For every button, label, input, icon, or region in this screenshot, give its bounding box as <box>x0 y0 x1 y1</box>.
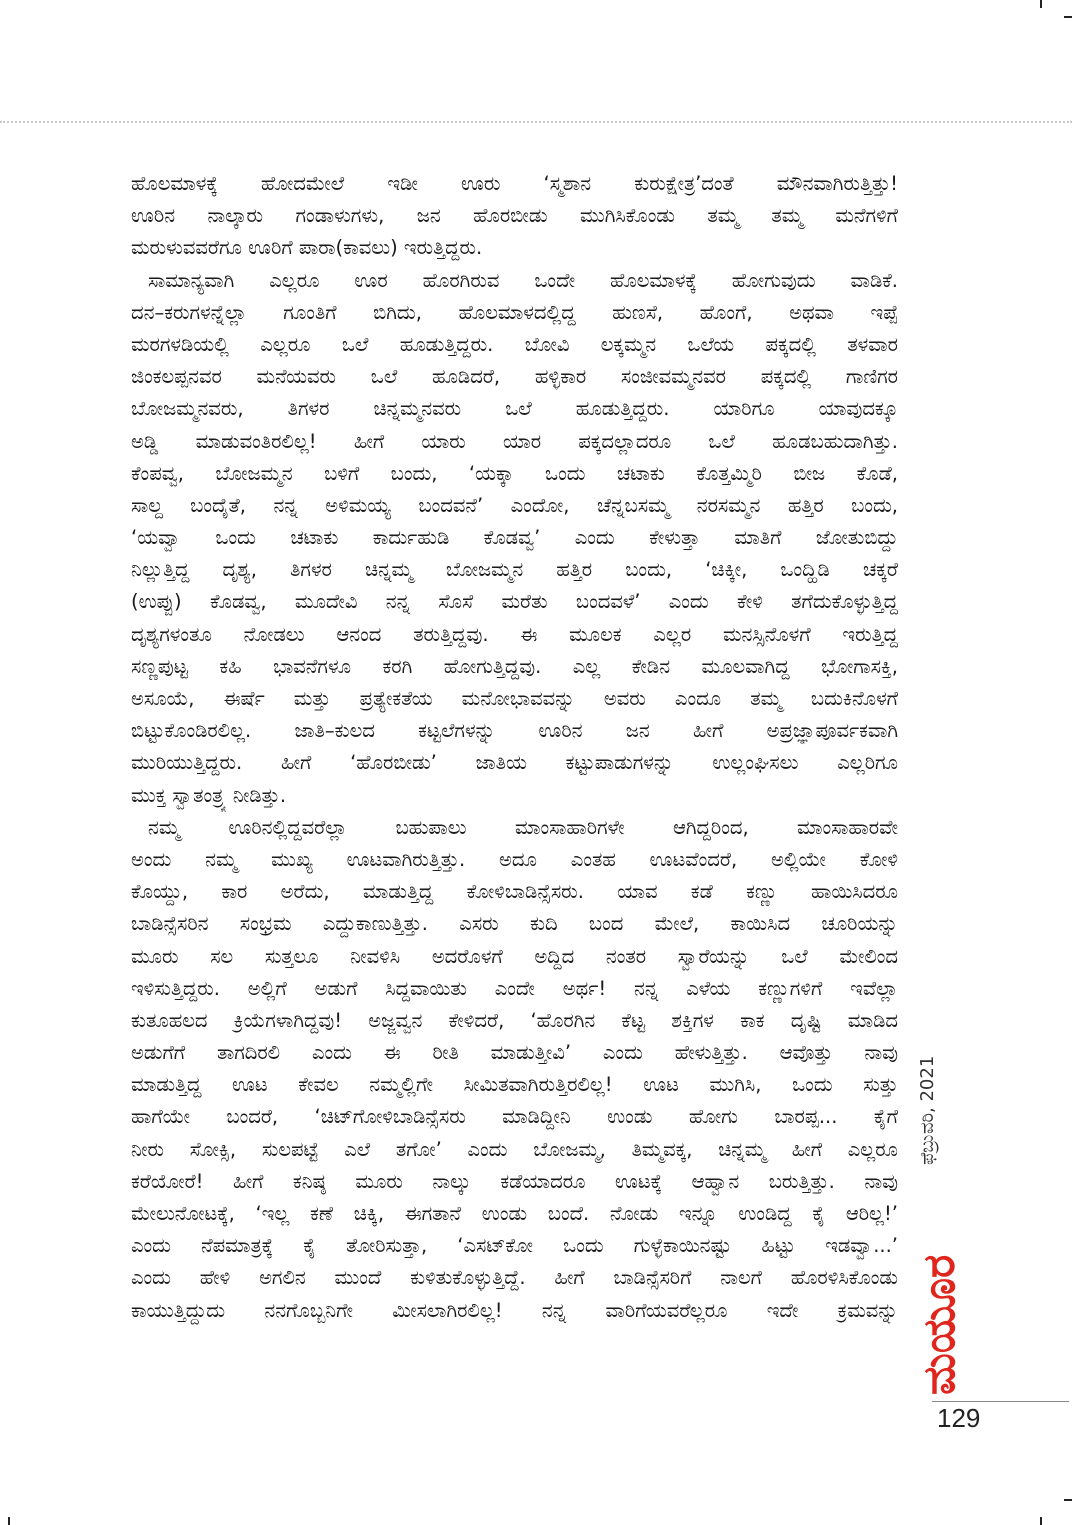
text-line: ಸಾಮಾನ್ಯವಾಗಿ ಎಲ್ಲರೂ ಊರ ಹೊರಗಿರುವ ಒಂದೇ ಹೊಲಮಾಳಕ್ಕೆ ಹೋಗುವುದು ವಾಡಿಕೆ. <box>148 268 898 292</box>
header-dotted-rule <box>0 121 1072 123</box>
text-line: ನಮ್ಮ ಊರಿನಲ್ಲಿದ್ದವರೆಲ್ಲಾ ಬಹುಪಾಲು ಮಾಂಸಾಹಾರಿಗಳೇ ಆಗಿದ್ದರಿಂದ, ಮಾಂಸಾಹಾರವೇ <box>148 815 898 839</box>
text-line: ಕರೆಯೋರೆ! ಹೀಗೆ ಕನಿಷ್ಠ ಮೂರು ನಾಲ್ಕು ಕಡೆಯಾದರೂ ಊಟಕ್ಕೆ ಆಹ್ವಾನ ಬರುತ್ತಿತ್ತು. ನಾವು <box>131 1169 898 1193</box>
text-line: ಮಾಡುತ್ತಿದ್ದ ಊಟ ಕೇವಲ ನಮ್ಮಲ್ಲಿಗೇ ಸೀಮಿತವಾಗಿರುತ್ತಿರಲಿಲ್ಲ! ಊಟ ಮುಗಿಸಿ, ಒಂದು ಸುತ್ತು <box>131 1073 898 1097</box>
text-line: ಮುಕ್ತ ಸ್ವಾತಂತ್ರ್ಯ ನೀಡಿತ್ತು. <box>131 783 287 807</box>
crop-mark <box>1040 0 1042 8</box>
text-line: ಮರುಳುವವರೆಗೂ ಊರಿಗೆ ಪಾರಾ(ಕಾವಲು) ಇರುತ್ತಿದ್ದರು. <box>131 236 483 260</box>
text-line: ಹೊಲಮಾಳಕ್ಕೆ ಹೋದಮೇಲೆ ಇಡೀ ಊರು ‘ಸ್ಮಶಾನ ಕುರುಕ್ಷೇತ್ರ’ದಂತೆ ಮೌನವಾಗಿರುತ್ತಿತ್ತು! <box>131 172 898 195</box>
crop-mark <box>1064 1499 1072 1501</box>
text-line: ಅಸೂಯೆ, ಈರ್ಷೆ ಮತ್ತು ಪ್ರತ್ಯೇಕತೆಯ ಮನೋಭಾವವನ್ನು ಅವರು ಎಂದೂ ತಮ್ಮ ಬದುಕಿನೊಳಗೆ <box>131 687 898 710</box>
text-line: ಬಿಟ್ಟುಕೊಂಡಿರಲಿಲ್ಲ. ಜಾತಿ–ಕುಲದ ಕಟ್ಟಲೆಗಳನ್ನು ಊರಿನ ಜನ ಹೀಗೆ ಅಪ್ರಜ್ಞಾಪೂರ್ವಕವಾಗಿ <box>131 719 898 743</box>
text-line: ಅಂದು ನಮ್ಮ ಮುಖ್ಯ ಊಟವಾಗಿರುತ್ತಿತ್ತು. ಅದೂ ಎಂತಹ ಊಟವೆಂದರೆ, ಅಲ್ಲಿಯೇ ಕೋಳಿ <box>131 847 898 871</box>
text-line: ಕೆಂಪವ್ವ, ಬೋಜಮ್ಮನ ಬಳಿಗೆ ಬಂದು, ‘ಯಕ್ಕಾ ಒಂದು ಚಟಾಕು ಕೊತ್ತಮ್ಮಿರಿ ಬೀಜ ಕೊಡೆ, <box>131 461 898 485</box>
issue-date: ಫೆಬ್ರುವರಿ, 2021 <box>917 1055 938 1165</box>
text-line: ಮರಗಳಡಿಯಲ್ಲಿ ಎಲ್ಲರೂ ಒಲೆ ಹೂಡುತ್ತಿದ್ದರು. ಬೋವಿ ಲಕ್ಕಮ್ಮನ ಒಲೆಯ ಪಕ್ಕದಲ್ಲಿ ತಳವಾರ <box>131 332 898 356</box>
article-body <box>131 168 898 1327</box>
text-line: ಎಂದು ಹೇಳಿ ಅಗಲಿನ ಮುಂದೆ ಕುಳಿತುಕೊಳ್ಳುತ್ತಿದ್ದೆ. ಹೀಗೆ ಬಾಡಿನ್ಸೆಸರಿಗೆ ನಾಲಗೆ ಹೊರಳಿಸಿಕೊಂಡು <box>131 1266 898 1290</box>
text-line: ಹಾಗೆಯೇ ಬಂದರೆ, ‘ಚಿಟ್‌ಗೋಳಿಬಾಡಿನ್ಸೆಸರು ಮಾಡಿದ್ದೀನಿ ಉಂಡು ಹೋಗು ಬಾರಪ್ಪ... ಕೈಗೆ <box>131 1105 898 1129</box>
text-line: ಕುತೂಹಲದ ಕ್ರಿಯೆಗಳಾಗಿದ್ದವು! ಅಜ್ಜವ್ವನ ಕೇಳಿದರೆ, ‘ಹೊರಗಿನ ಕೆಟ್ಟ ಶಕ್ತಿಗಳ ಕಾಕ ದೃಷ್ಟಿ ಮಾಡಿದ <box>131 1008 898 1032</box>
page-number: 129 <box>937 1403 981 1433</box>
text-line: (ಉಪ್ಪು) ಕೊಡವ್ವ, ಮೂದೇವಿ ನನ್ನ ಸೊಸೆ ಮರೆತು ಬಂದವಳೆ’ ಎಂದು ಕೇಳಿ ತಗೆದುಕೊಳ್ಳುತ್ತಿದ್ದ <box>131 590 898 614</box>
text-line: ಎಂದು ನೆಪಮಾತ್ರಕ್ಕೆ ಕೈ ತೋರಿಸುತ್ತಾ, ‘ಎಸಟ್‌ಕೋ ಒಂದು ಗುಳ್ಳೆಕಾಯಿನಷ್ಟು ಹಿಟ್ಟು ಇಡವ್ವಾ...’ <box>131 1234 898 1258</box>
text-line: ಮುರಿಯುತ್ತಿದ್ದರು. ಹೀಗೆ ‘ಹೊರಬೀಡು’ ಜಾತಿಯ ಕಟ್ಟುಪಾಡುಗಳನ್ನು ಉಲ್ಲಂಘಿಸಲು ಎಲ್ಲರಿಗೂ <box>131 751 898 775</box>
page-number-rule <box>932 1401 1069 1402</box>
text-line: ಇಳಿಸುತ್ತಿದ್ದರು. ಅಲ್ಲಿಗೆ ಅಡುಗೆ ಸಿದ್ದವಾಯಿತು ಎಂದೇ ಅರ್ಥ! ನನ್ನ ಎಳೆಯ ಕಣ್ಣುಗಳಿಗೆ ಇವೆಲ್ಲಾ <box>131 976 898 1000</box>
text-line: ನೀರು ಸೋಕ್ಸಿ, ಸುಲಪಟ್ಟೆ ಎಲೆ ತಗೋ’ ಎಂದು ಬೋಜಮ್ಮ, ತಿಮ್ಮವಕ್ಕ, ಚಿನ್ನಮ್ಮ ಹೀಗೆ ಎಲ್ಲರೂ <box>131 1137 898 1161</box>
text-line: ಬಾಡಿನ್ಸೆಸರಿನ ಸಂಭ್ರಮ ಎದ್ದುಕಾಣುತ್ತಿತ್ತು. ಎಸರು ಕುದಿ ಬಂದ ಮೇಲೆ, ಕಾಯಿಸಿದ ಚೂರಿಯನ್ನು <box>131 912 898 936</box>
text-line: ದನ–ಕರುಗಳನ್ನೆಲ್ಲಾ ಗೂಂತಿಗೆ ಬಿಗಿದು, ಹೊಲಮಾಳದಲ್ಲಿದ್ದ ಹುಣಸೆ, ಹೊಂಗೆ, ಅಥವಾ ಇಪ್ಪೆ <box>131 300 898 324</box>
text-line: ಜಿಂಕಲಪ್ಪನವರ ಮನೆಯವರು ಒಲೆ ಹೂಡಿದರೆ, ಹಳ್ಳಿಕಾರ ಸಂಜೀವಮ್ಮನವರ ಪಕ್ಕದಲ್ಲಿ ಗಾಣಿಗರ <box>131 365 898 389</box>
text-line: ನಿಲ್ಲುತ್ತಿದ್ದ ದೃಶ್ಯ, ತಿಗಳರ ಚಿನ್ನಮ್ಮ ಬೋಜಮ್ಮನ ಹತ್ತಿರ ಬಂದು, ‘ಚಿಕ್ಕೀ, ಒಂದ್ಹಿಡಿ ಚಕ್ಕರೆ <box>131 558 898 582</box>
text-line: ಮೇಲುನೋಟಕ್ಕೆ, ‘ಇಲ್ಲ ಕಣೆ ಚಿಕ್ಕಿ, ಈಗತಾನೆ ಉಂಡು ಬಂದೆ. ನೋಡು ಇನ್ನೂ ಉಂಡಿದ್ದ ಕೈ ಆರಿಲ್ಲ!’ <box>131 1202 898 1225</box>
text-line: ಅಡುಗೆಗೆ ತಾಗದಿರಲಿ ಎಂದು ಈ ರೀತಿ ಮಾಡುತ್ತೀವಿ’ ಎಂದು ಹೇಳುತ್ತಿತ್ತು. ಆವೊತ್ತು ನಾವು <box>131 1041 898 1065</box>
text-line: ಕೊಯ್ದು, ಕಾರ ಅರೆದು, ಮಾಡುತ್ತಿದ್ದ ಕೋಳಿಬಾಡಿನ್ಸೆಸರು. ಯಾವ ಕಡೆ ಕಣ್ಣು ಹಾಯಿಸಿದರೂ <box>131 880 898 904</box>
crop-mark <box>1040 1517 1042 1525</box>
magazine-logo: ಮಯೂರ <box>914 1254 965 1395</box>
text-line: ಅಡ್ಡಿ ಮಾಡುವಂತಿರಲಿಲ್ಲ! ಹೀಗೆ ಯಾರು ಯಾರ ಪಕ್ಕದಲ್ಲಾದರೂ ಒಲೆ ಹೂಡಬಹುದಾಗಿತ್ತು. <box>131 429 898 453</box>
text-line: ಸಣ್ಣಪುಟ್ಟ ಕಹಿ ಭಾವನೆಗಳೂ ಕರಗಿ ಹೋಗುತ್ತಿದ್ದವು. ಎಲ್ಲ ಕೇಡಿನ ಮೂಲವಾಗಿದ್ದ ಭೋಗಾಸಕ್ತಿ, <box>131 654 898 678</box>
text-line: ಬೋಜಮ್ಮನವರು, ತಿಗಳರ ಚಿನ್ನಮ್ಮನವರು ಒಲೆ ಹೂಡುತ್ತಿದ್ದರು. ಯಾರಿಗೂ ಯಾವುದಕ್ಕೂ <box>131 397 898 421</box>
text-line: ಊರಿನ ನಾಲ್ಕಾರು ಗಂಡಾಳುಗಳು, ಜನ ಹೊರಬೀಡು ಮುಗಿಸಿಕೊಂಡು ತಮ್ಮ ತಮ್ಮ ಮನೆಗಳಿಗೆ <box>131 204 898 228</box>
crop-mark <box>1064 16 1072 18</box>
crop-mark <box>8 1517 10 1525</box>
text-line: ಮೂರು ಸಲ ಸುತ್ತಲೂ ನೀವಳಿಸಿ ಅದರೊಳಗೆ ಅದ್ದಿದ ನಂತರ ಸ್ವಾರೆಯನ್ನು ಒಲೆ ಮೇಲಿಂದ <box>131 944 898 968</box>
text-line: ಸಾಲ್ದ ಬಂದೈತೆ, ನನ್ನ ಅಳಿಮಯ್ಯ ಬಂದವನೆ’ ಎಂದೋ, ಚೆನ್ನಬಸಮ್ಮ ನರಸಮ್ಮನ ಹತ್ತಿರ ಬಂದು, <box>131 493 898 517</box>
text-line: ‘ಯವ್ವಾ ಒಂದು ಚಟಾಕು ಕಾರ್ದುಹುಡಿ ಕೊಡವ್ವ’ ಎಂದು ಕೇಳುತ್ತಾ ಮಾತಿಗೆ ಜೋತುಬಿದ್ದು <box>131 526 898 550</box>
text-line: ಕಾಯುತ್ತಿದ್ದುದು ನನಗೊಬ್ಬನಿಗೇ ಮೀಸಲಾಗಿರಲಿಲ್ಲ! ನನ್ನ ವಾರಿಗೆಯವರೆಲ್ಲರೂ ಇದೇ ಕ್ರಮವನ್ನು <box>131 1298 898 1322</box>
text-line: ದೃಶ್ಯಗಳಂತೂ ನೋಡಲು ಆನಂದ ತರುತ್ತಿದ್ದವು. ಈ ಮೂಲಕ ಎಲ್ಲರ ಮನಸ್ಸಿನೊಳಗೆ ಇರುತ್ತಿದ್ದ <box>131 622 898 646</box>
